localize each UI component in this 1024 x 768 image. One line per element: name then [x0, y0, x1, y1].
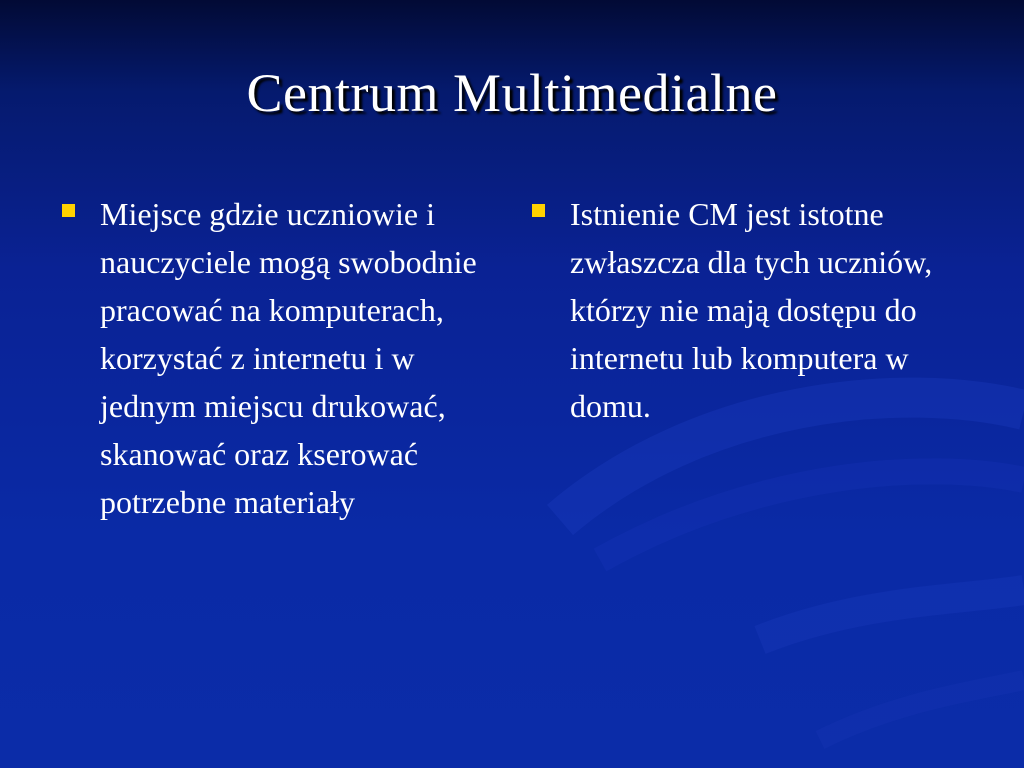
- bullet-item: [532, 190, 972, 430]
- left-column: [62, 190, 507, 526]
- square-bullet-icon: [532, 204, 545, 217]
- square-bullet-icon: [62, 204, 75, 217]
- right-column: [532, 190, 972, 430]
- bullet-text: Miejsce gdzie uczniowie i nauczyciele mogą swobodnie pracować na komputerach, korzystać z internetu i w jednym miejscu drukować, skanować oraz kserować potrzebne materiały: [100, 196, 477, 520]
- bullet-item: [62, 190, 507, 526]
- slide-title: Centrum Multimedialne: [246, 63, 778, 123]
- bullet-text: Istnienie CM jest istotne zwłaszcza dla tych uczniów, którzy nie mają dostępu do internetu lub komputera w domu.: [570, 196, 933, 424]
